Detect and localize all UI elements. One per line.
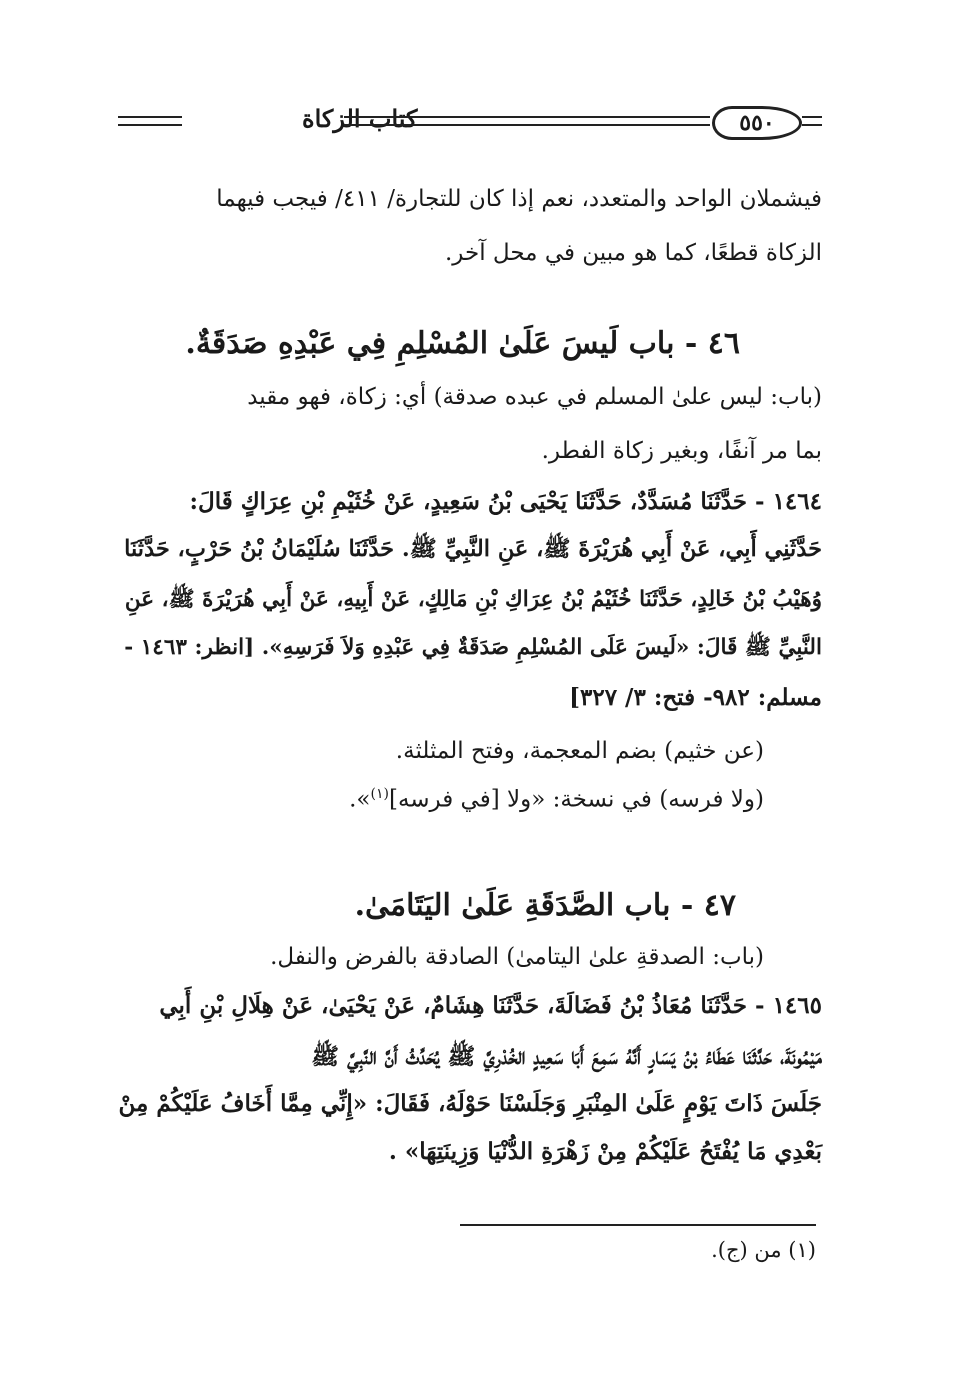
hadith-1464-line: مسلم: ٩٨٢- فتح: ٣/ ٣٢٧] [569,684,822,711]
commentary-line: (باب: الصدقةِ علىٰ اليتامىٰ) الصادقة بالفرض والنفل. [270,944,764,970]
book-title: كتاب الزكاة [302,104,418,133]
footnote-separator [460,1224,816,1226]
chapter-47-title: ٤٧ - باب الصَّدَقَةِ عَلَىٰ اليَتَامَىٰ. [354,888,736,923]
hadith-1465-line: جَلَسَ ذَاتَ يَوْمٍ عَلَىٰ المِنْبَرِ وَجَلَسْنَا حَوْلَهُ، فَقَالَ: «إِنِّي مِمَّا أَخَافُ عَلَيْكُمْ مِنْ [118,1090,822,1117]
hadith-1464-line: ١٤٦٤ - حَدَّثَنَا مُسَدَّدٌ، حَدَّثَنَا يَحْيَى بْنُ سَعِيدٍ، عَنْ خُثَيْمِ بْنِ عِرَاكٍ قَالَ: [189,488,822,515]
commentary-line: (باب: ليس علىٰ المسلم في عبده صدقة) أي: زكاة، فهو مقيد [247,384,822,410]
header-rule-right-bottom [802,124,822,126]
hadith-1464-line: النَّبِيِّ ﷺ قَالَ: «لَيسَ عَلَى المُسْلِمِ صَدَقَةٌ فِي عَبْدِهِ وَلاَ فَرَسِهِ». [انظر: ١٤٦٣ - [124,635,822,660]
commentary-text-end: ». [349,786,371,813]
footnote: (١) من (ج). [711,1238,816,1262]
commentary-line: بما مر آنفًا، وبغير زكاة الفطر. [541,438,822,464]
commentary-line [349,786,764,813]
hadith-1464-line: حَدَّثَنِي أَبِي، عَنْ أَبِي هُرَيْرَةَ ﷺ، عَنِ النَّبِيِّ ﷺ. حَدَّثَنَا سُلَيْمَانُ بْنُ حَرْبٍ، حَدَّثَنَا [124,536,822,562]
paragraph-line: فيشملان الواحد والمتعدد، نعم إذا كان للتجارة/ ٤١١/ فيجب فيهما [216,186,822,212]
header-rule-left-top [118,116,182,118]
chapter-46-title: ٤٦ - باب لَيسَ عَلَىٰ المُسْلِمِ فِي عَبْدِهِ صَدَقَةٌ. [185,326,740,361]
paragraph-line: الزكاة قطعًا، كما هو مبين في محل آخر. [445,240,822,266]
page-number: ٥٥٠ [712,106,802,140]
hadith-1464-line: وُهَيْبُ بْنُ خَالِدٍ، حَدَّثَنَا خُثَيْمُ بْنُ عِرَاكِ بْنِ مَالِكٍ، عَنْ أَبِيهِ، عَنْ أَبِي هُرَيْرَةَ ﷺ، عَنِ [124,587,822,612]
header-rule-left-bottom [118,124,182,126]
header-rule-mid-top [344,116,710,118]
header-rule-right-top [802,116,822,118]
running-header [112,100,822,150]
commentary-line: (عن خثيم) بضم المعجمة، وفتح المثلثة. [395,738,764,764]
hadith-1465-line: ١٤٦٥ - حَدَّثَنَا مُعَاذُ بْنُ فَضَالَةَ، حَدَّثَنَا هِشَامٌ، عَنْ يَحْيَىٰ، عَنْ هِلَالِ بْنِ أَبِي [159,992,822,1019]
commentary-text: (ولا فرسه) في نسخة: «ولا [في فرسه] [388,786,764,813]
footnote-marker: (١) [370,786,389,802]
hadith-1465-line: مَيْمُونَةَ، حَدَّثَنَا عَطَاءُ بْنُ يَسَارٍ أَنَّهُ سَمِعَ أَبَا سَعِيدٍ الخُدْرِيَّ ﷺ يُحَدِّثُ أَنَّ النَّبِيَّ ﷺ [311,1043,822,1070]
header-rule-mid-bottom [344,124,710,126]
hadith-1465-line: بَعْدِي مَا يُفْتَحُ عَلَيْكُمْ مِنْ زَهْرَةِ الدُّنْيَا وَزِينَتِهَا» . [388,1138,822,1165]
